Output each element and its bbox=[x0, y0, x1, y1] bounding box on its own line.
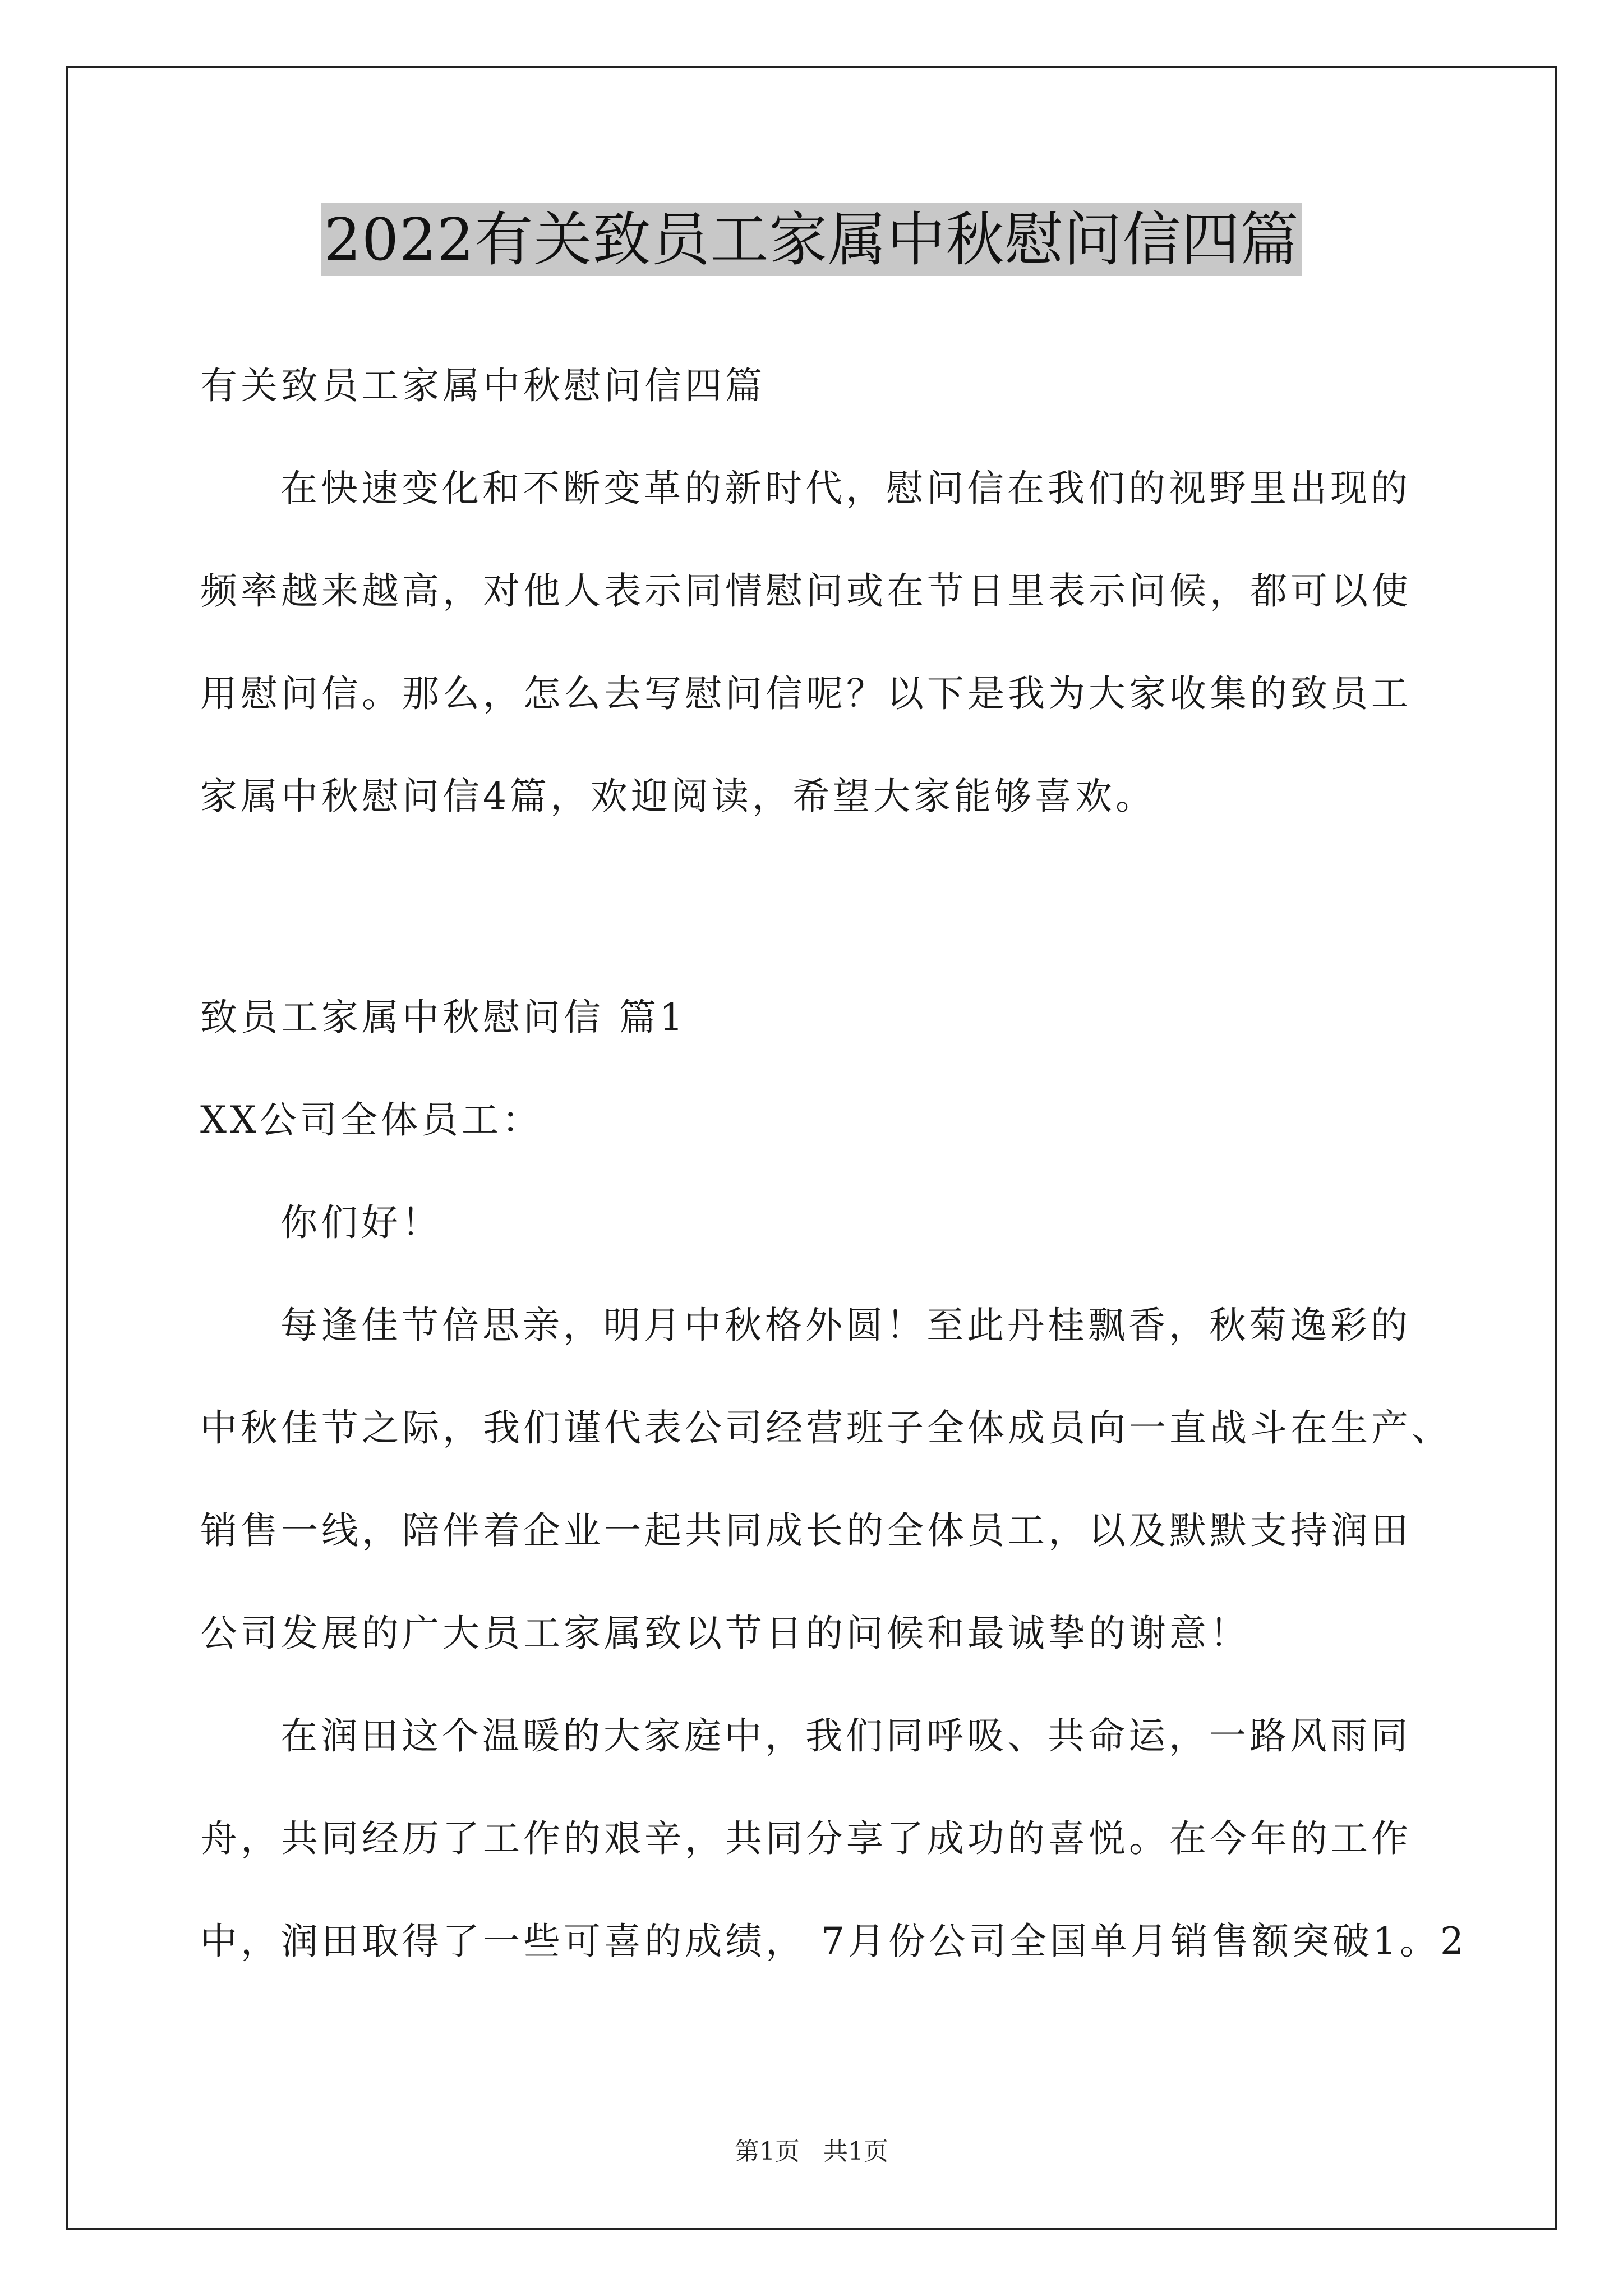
page-number-total: 共1页 bbox=[823, 2137, 888, 2166]
greeting-line: 你们好！ bbox=[280, 1201, 442, 1244]
subtitle-line: 有关致员工家属中秋慰问信四篇 bbox=[200, 364, 766, 407]
paragraph-line: 公司发展的广大员工家属致以节日的问候和最诚挚的谢意！ bbox=[200, 1612, 1250, 1655]
paragraph-line: 频率越来越高，对他人表示同情慰问或在节日里表示问候，都可以使 bbox=[200, 569, 1412, 613]
page-number-current: 第1页 bbox=[735, 2137, 800, 2166]
paragraph-line: 在快速变化和不断变革的新时代，慰问信在我们的视野里出现的 bbox=[280, 467, 1411, 510]
title-container bbox=[0, 203, 1623, 276]
section-heading: 致员工家属中秋慰问信 篇1 bbox=[200, 996, 686, 1039]
paragraph-line: 家属中秋慰问信4篇，欢迎阅读，希望大家能够喜欢。 bbox=[200, 775, 1156, 818]
page-footer bbox=[0, 2136, 1623, 2168]
paragraph-line: 用慰问信。那么，怎么去写慰问信呢？以下是我为大家收集的致员工 bbox=[200, 672, 1412, 715]
paragraph-line: 中，润田取得了一些可喜的成绩， 7月份公司全国单月销售额突破1。2 bbox=[200, 1920, 1467, 1963]
paragraph-line: 每逢佳节倍思亲，明月中秋格外圆！至此丹桂飘香，秋菊逸彩的 bbox=[280, 1304, 1411, 1347]
document-title: 2022有关致员工家属中秋慰问信四篇 bbox=[321, 203, 1303, 276]
paragraph-line: 在润田这个温暖的大家庭中，我们同呼吸、共命运，一路风雨同 bbox=[280, 1714, 1411, 1757]
paragraph-line: 中秋佳节之际，我们谨代表公司经营班子全体成员向一直战斗在生产、 bbox=[200, 1406, 1452, 1450]
paragraph-line: 销售一线，陪伴着企业一起共同成长的全体员工，以及默默支持润田 bbox=[200, 1509, 1412, 1552]
paragraph-line: 舟，共同经历了工作的艰辛，共同分享了成功的喜悦。在今年的工作 bbox=[200, 1817, 1412, 1860]
salutation-line: XX公司全体员工： bbox=[200, 1098, 542, 1142]
